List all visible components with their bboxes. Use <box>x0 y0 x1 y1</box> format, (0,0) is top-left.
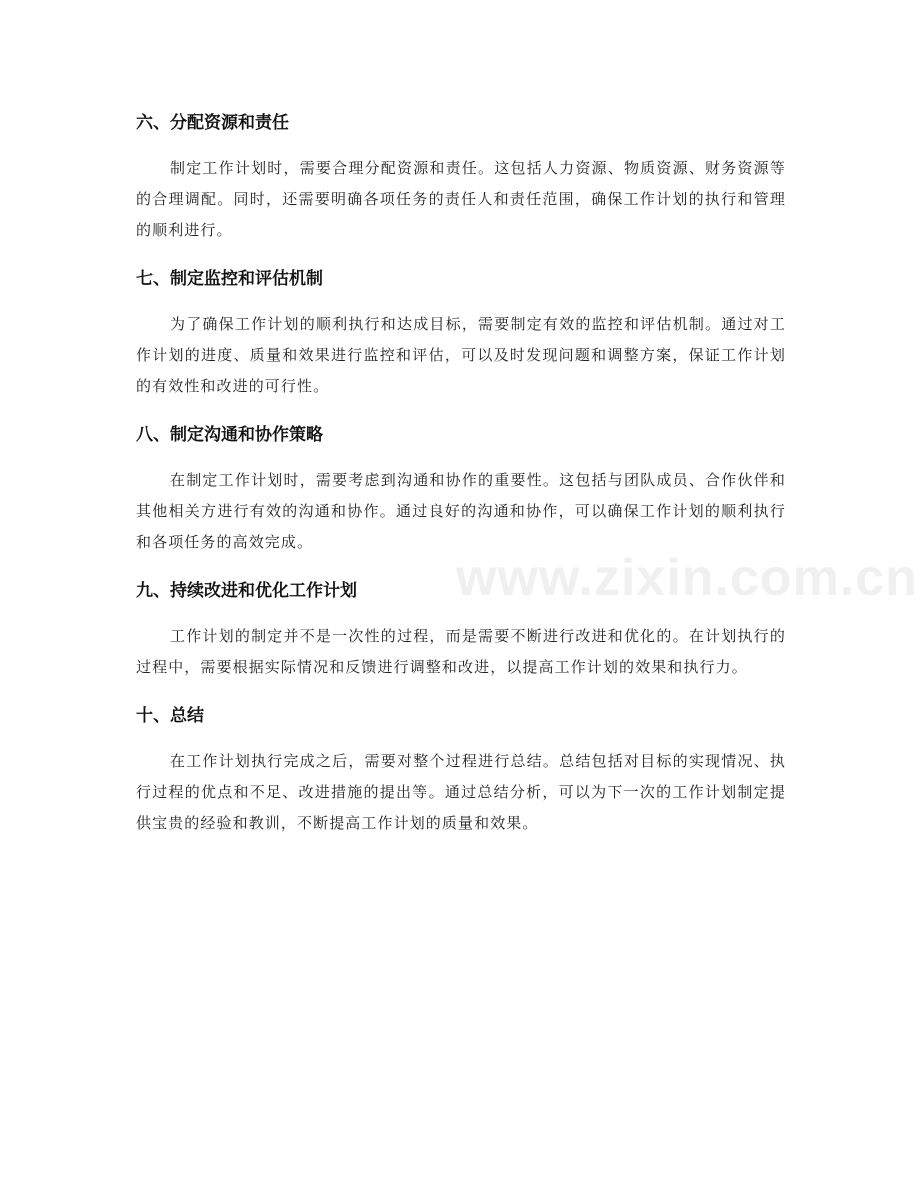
section-heading: 八、制定沟通和协作策略 <box>136 425 323 445</box>
section-resources <box>136 106 786 246</box>
section-paragraph: 制定工作计划时，需要合理分配资源和责任。这包括人力资源、物质资源、财务资源等的合理调配。同时，还需要明确各项任务的责任人和责任范围，确保工作计划的执行和管理的顺利进行。 <box>136 159 786 239</box>
section-paragraph: 在工作计划执行完成之后，需要对整个过程进行总结。总结包括对目标的实现情况、执行过程的优点和不足、改进措施的提出等。通过总结分析，可以为下一次的工作计划制定提供宝贵的经验和教训，不断提高工作计划的质量和效果。 <box>136 752 786 832</box>
section-heading: 九、持续改进和优化工作计划 <box>136 581 357 601</box>
section-heading: 六、分配资源和责任 <box>136 113 289 133</box>
section-improvement <box>136 574 786 683</box>
section-heading: 七、制定监控和评估机制 <box>136 269 323 289</box>
section-paragraph: 工作计划的制定并不是一次性的过程，而是需要不断进行改进和优化的。在计划执行的过程中，需要根据实际情况和反馈进行调整和改进，以提高工作计划的效果和执行力。 <box>136 627 786 676</box>
watermark: www.zixin.com.cn <box>456 549 918 607</box>
section-summary <box>136 699 786 839</box>
section-paragraph: 为了确保工作计划的顺利执行和达成目标，需要制定有效的监控和评估机制。通过对工作计划的进度、质量和效果进行监控和评估，可以及时发现问题和调整方案，保证工作计划的有效性和改进的可行性。 <box>136 315 786 395</box>
document-body <box>136 106 786 855</box>
section-paragraph: 在制定工作计划时，需要考虑到沟通和协作的重要性。这包括与团队成员、合作伙伴和其他相关方进行有效的沟通和协作。通过良好的沟通和协作，可以确保工作计划的顺利执行和各项任务的高效完成。 <box>136 471 786 551</box>
section-communication <box>136 418 786 558</box>
section-heading: 十、总结 <box>136 706 204 726</box>
section-monitoring <box>136 262 786 402</box>
